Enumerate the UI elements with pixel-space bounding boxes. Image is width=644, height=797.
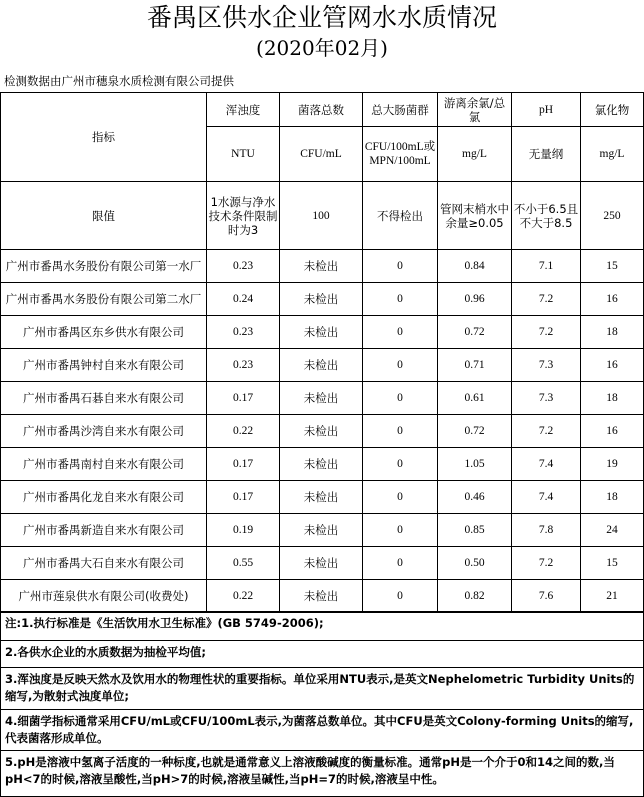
supplier-name: 广州市番禺石碁自来水有限公司 [1,382,207,415]
cell-chloride: 18 [581,481,644,514]
cell-coliform: 0 [363,349,438,382]
unit-turbidity: NTU [207,127,280,182]
limit-ph: 不小于6.5且不大于8.5 [512,182,581,250]
table-row [1,283,644,316]
table-row [1,415,644,448]
cell-colony-count: 未检出 [280,250,363,283]
cell-colony-count: 未检出 [280,349,363,382]
cell-chloride: 16 [581,283,644,316]
cell-chloride: 21 [581,580,644,613]
limit-colony-count: 100 [280,182,363,250]
table-row [1,349,644,382]
cell-turbidity: 0.24 [207,283,280,316]
cell-turbidity: 0.17 [207,481,280,514]
cell-coliform: 0 [363,250,438,283]
supplier-name: 广州市番禺钟村自来水有限公司 [1,349,207,382]
notes-section [0,611,644,797]
unit-coliform: CFU/100mL或MPN/100mL [363,127,438,182]
cell-coliform: 0 [363,580,438,613]
header-ph: pH [512,93,581,127]
limit-chloride: 250 [581,182,644,250]
note-4: 4.细菌学指标通常采用CFU/mL或CFU/100mL表示,为菌落总数单位。其中CFU是英文Colony-forming Units的缩写,代表菌落形成单位。 [1,709,643,750]
cell-colony-count: 未检出 [280,415,363,448]
unit-colony-count: CFU/mL [280,127,363,182]
header-colony-count: 菌落总数 [280,93,363,127]
data-source-note: 检测数据由广州市穗泉水质检测有限公司提供 [4,74,234,88]
cell-turbidity: 0.23 [207,250,280,283]
cell-chlorine: 0.71 [438,349,512,382]
cell-chloride: 15 [581,250,644,283]
cell-chloride: 16 [581,415,644,448]
cell-chloride: 16 [581,349,644,382]
supplier-name: 广州市番禺大石自来水有限公司 [1,547,207,580]
table-row [1,547,644,580]
cell-ph: 7.2 [512,316,581,349]
cell-ph: 7.2 [512,547,581,580]
supplier-name: 广州市番禺南村自来水有限公司 [1,448,207,481]
cell-chlorine: 0.85 [438,514,512,547]
page-subtitle: (2020年02月) [256,36,388,60]
cell-coliform: 0 [363,415,438,448]
cell-ph: 7.2 [512,283,581,316]
cell-chlorine: 0.84 [438,250,512,283]
cell-ph: 7.1 [512,250,581,283]
limits-label: 限值 [1,182,207,250]
supplier-name: 广州市番禺水务股份有限公司第一水厂 [1,250,207,283]
cell-chlorine: 0.50 [438,547,512,580]
note-2: 2.各供水企业的水质数据为抽检平均值; [1,640,643,667]
cell-ph: 7.4 [512,448,581,481]
note-1: 注:1.执行标准是《生活饮用水卫生标准》(GB 5749-2006); [5,616,324,630]
cell-colony-count: 未检出 [280,547,363,580]
cell-ph: 7.6 [512,580,581,613]
cell-turbidity: 0.23 [207,316,280,349]
header-turbidity: 浑浊度 [207,93,280,127]
note-3: 3.浑浊度是反映天然水及饮用水的物理性状的重要指标。单位采用NTU表示,是英文Nephelometric Turbidity Units的缩写,为散射式浊度单位; [1,667,643,709]
limit-coliform: 不得检出 [363,182,438,250]
cell-colony-count: 未检出 [280,580,363,613]
cell-chlorine: 0.46 [438,481,512,514]
supplier-name: 广州市番禺新造自来水有限公司 [1,514,207,547]
cell-turbidity: 0.22 [207,580,280,613]
cell-ph: 7.3 [512,349,581,382]
limit-chlorine: 管网末梢水中 余量≥0.05 [438,182,512,250]
cell-colony-count: 未检出 [280,514,363,547]
cell-chlorine: 0.82 [438,580,512,613]
cell-chloride: 24 [581,514,644,547]
cell-ph: 7.3 [512,382,581,415]
cell-ph: 7.8 [512,514,581,547]
unit-ph: 无量纲 [512,127,581,182]
unit-chloride: mg/L [581,127,644,182]
table-row [1,481,644,514]
cell-colony-count: 未检出 [280,448,363,481]
cell-coliform: 0 [363,514,438,547]
cell-turbidity: 0.55 [207,547,280,580]
cell-chlorine: 1.05 [438,448,512,481]
cell-turbidity: 0.17 [207,382,280,415]
header-chlorine: 游离余氯/总氯 [438,93,512,127]
cell-colony-count: 未检出 [280,316,363,349]
cell-ph: 7.4 [512,481,581,514]
data-rows [1,250,644,613]
cell-chlorine: 0.72 [438,316,512,349]
cell-colony-count: 未检出 [280,382,363,415]
cell-coliform: 0 [363,382,438,415]
table-row [1,250,644,283]
table-row [1,382,644,415]
cell-chlorine: 0.96 [438,283,512,316]
cell-turbidity: 0.19 [207,514,280,547]
water-quality-table [0,92,644,613]
supplier-name: 广州市番禺水务股份有限公司第二水厂 [1,283,207,316]
cell-chloride: 18 [581,382,644,415]
cell-chlorine: 0.72 [438,415,512,448]
table-row [1,316,644,349]
note-5: 5.pH是溶液中氢离子活度的一种标度,也就是通常意义上溶液酸碱度的衡量标准。通常pH是一个介于0和14之间的数,当pH<7的时候,溶液呈酸性,当pH>7的时候,溶液呈碱性,当pH=7的时候,溶液呈中性。 [1,750,643,796]
cell-turbidity: 0.23 [207,349,280,382]
supplier-name: 广州市番禺化龙自来水有限公司 [1,481,207,514]
cell-coliform: 0 [363,316,438,349]
table-row [1,514,644,547]
cell-colony-count: 未检出 [280,283,363,316]
cell-turbidity: 0.17 [207,448,280,481]
supplier-name: 广州市番禺区东乡供水有限公司 [1,316,207,349]
cell-ph: 7.2 [512,415,581,448]
cell-coliform: 0 [363,283,438,316]
cell-coliform: 0 [363,547,438,580]
supplier-name: 广州市莲泉供水有限公司(收费处) [1,580,207,613]
limit-turbidity: 1水源与净水技术条件限制时为3 [207,182,280,250]
unit-chlorine: mg/L [438,127,512,182]
cell-colony-count: 未检出 [280,481,363,514]
header-indicator: 指标 [1,93,207,182]
header-chloride: 氯化物 [581,93,644,127]
cell-coliform: 0 [363,481,438,514]
cell-chloride: 15 [581,547,644,580]
cell-chloride: 19 [581,448,644,481]
cell-coliform: 0 [363,448,438,481]
page-title: 番禺区供水企业管网水水质情况 [146,3,497,32]
table-row [1,580,644,613]
cell-chloride: 18 [581,316,644,349]
header-coliform: 总大肠菌群 [363,93,438,127]
supplier-name: 广州市番禺沙湾自来水有限公司 [1,415,207,448]
table-row [1,448,644,481]
cell-turbidity: 0.22 [207,415,280,448]
cell-chlorine: 0.61 [438,382,512,415]
